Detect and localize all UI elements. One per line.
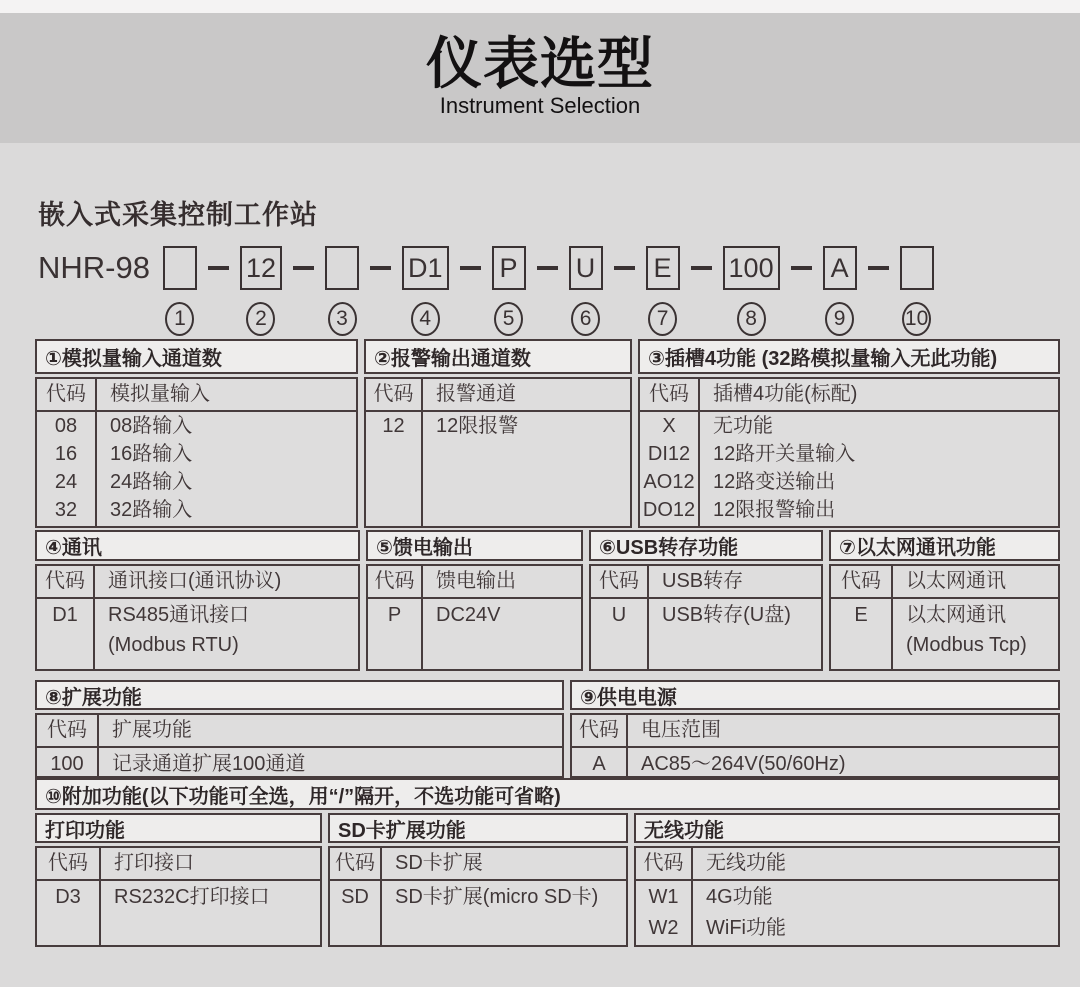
model-code-box: U	[569, 246, 603, 290]
table-body	[35, 564, 360, 671]
code-header-cell: 代码	[636, 848, 691, 881]
model-dash	[460, 266, 481, 270]
description-cell	[97, 496, 356, 524]
model-dash	[791, 266, 812, 270]
description-column	[95, 566, 358, 669]
code-cell: 100	[50, 753, 84, 775]
code-cell: 08	[54, 415, 78, 437]
model-segment	[325, 246, 359, 336]
description-column	[99, 715, 562, 776]
description-header-cell: 插槽4功能(标配)	[700, 379, 1058, 412]
code-header-cell: 代码	[572, 715, 626, 748]
code-cell: X	[662, 415, 676, 437]
table-title: 打印功能	[35, 813, 322, 843]
description-line: (Modbus Tcp)	[906, 634, 1027, 656]
model-segment	[723, 246, 780, 336]
model-segment	[240, 246, 282, 336]
description-header-cell: 报警通道	[423, 379, 630, 412]
description-line: AC85～264V(50/60Hz)	[641, 753, 846, 775]
description-header-cell: 通讯接口(通讯协议)	[95, 566, 358, 599]
description-cell	[693, 881, 1058, 912]
code-column	[831, 566, 893, 669]
table-body	[366, 564, 583, 671]
code-header-cell: 代码	[330, 848, 380, 881]
table-ethernet	[829, 530, 1060, 671]
table-expansion	[35, 680, 564, 778]
page-title: 仪表选型	[426, 32, 654, 95]
description-column	[700, 379, 1058, 526]
description-line: 记录通道扩展100通道	[112, 753, 306, 775]
table-title: ③插槽4功能 (32路模拟量输入无此功能)	[638, 339, 1060, 374]
description-cell	[101, 881, 320, 912]
page-subtitle: Instrument Selection	[439, 92, 641, 118]
description-column	[693, 848, 1058, 945]
table-communication	[35, 530, 360, 671]
description-cell	[628, 748, 1058, 779]
description-header-cell: 电压范围	[628, 715, 1058, 748]
model-position-number: 1	[165, 302, 194, 336]
description-column	[893, 566, 1058, 669]
description-line: RS232C打印接口	[114, 886, 270, 908]
table-body	[364, 377, 632, 528]
model-position-number: 10	[902, 302, 931, 336]
table-print-function	[35, 813, 322, 947]
model-code-box	[325, 246, 359, 290]
model-code-box	[900, 246, 934, 290]
code-cell: D1	[52, 604, 78, 626]
code-column	[640, 379, 700, 526]
description-line: 24路输入	[110, 471, 193, 493]
title-band	[0, 13, 1080, 143]
table-title: ⑦以太网通讯功能	[829, 530, 1060, 561]
table-body	[634, 846, 1060, 947]
model-position-number: 7	[648, 302, 677, 336]
code-cell: SD	[341, 886, 369, 908]
code-column	[330, 848, 382, 945]
description-cell	[423, 599, 581, 630]
table-title: SD卡扩展功能	[328, 813, 628, 843]
description-cell	[97, 440, 356, 468]
code-header-cell: 代码	[37, 715, 97, 748]
description-line: 无功能	[713, 415, 773, 437]
code-cell: E	[854, 604, 868, 626]
description-cell	[700, 412, 1058, 440]
description-line: DC24V	[436, 604, 501, 626]
description-line: (Modbus RTU)	[108, 634, 239, 656]
model-segment	[569, 246, 603, 336]
code-cell: DI12	[647, 443, 691, 465]
code-cell: AO12	[643, 471, 695, 493]
model-dash	[293, 266, 314, 270]
model-position-number: 2	[246, 302, 275, 336]
description-line: 12路开关量输入	[713, 443, 856, 465]
description-line: 12限报警	[436, 415, 519, 437]
description-column	[423, 379, 630, 526]
table-sdcard-function	[328, 813, 628, 947]
description-cell	[95, 599, 358, 660]
description-header-cell: SD卡扩展	[382, 848, 626, 881]
table-body	[35, 713, 564, 778]
table-slot4-function	[638, 339, 1060, 528]
description-line: 12限报警输出	[713, 499, 836, 521]
table-body	[638, 377, 1060, 528]
model-dash	[537, 266, 558, 270]
description-column	[382, 848, 626, 945]
code-header-cell: 代码	[37, 379, 95, 412]
code-cell: P	[387, 604, 402, 626]
description-column	[628, 715, 1058, 776]
code-header-cell: 代码	[368, 566, 421, 599]
code-header-cell: 代码	[37, 848, 99, 881]
description-cell	[893, 599, 1058, 660]
model-code-box: 100	[723, 246, 780, 290]
model-position-number: 3	[328, 302, 357, 336]
code-cell: 12	[382, 415, 405, 437]
description-column	[649, 566, 821, 669]
model-position-number: 5	[494, 302, 523, 336]
code-header-cell: 代码	[591, 566, 647, 599]
description-header-cell: 以太网通讯	[893, 566, 1058, 599]
model-code-box: E	[646, 246, 680, 290]
table-power-supply	[570, 680, 1060, 778]
model-segment	[823, 246, 857, 336]
description-line: USB转存(U盘)	[662, 604, 791, 626]
description-line: 08路输入	[110, 415, 193, 437]
table-body	[589, 564, 823, 671]
table-body	[35, 377, 358, 528]
description-line: 以太网通讯	[906, 604, 1006, 626]
description-column	[97, 379, 356, 526]
table-wireless-function	[634, 813, 1060, 947]
top-strip	[0, 0, 1080, 13]
description-cell	[649, 599, 821, 630]
code-cell: 32	[54, 499, 78, 521]
description-line: 4G功能	[706, 886, 773, 908]
code-header-cell: 代码	[640, 379, 698, 412]
code-cell: W2	[648, 917, 679, 939]
table-feed-output	[366, 530, 583, 671]
description-column	[423, 566, 581, 669]
description-cell	[700, 496, 1058, 524]
description-line: 12路变送输出	[713, 471, 836, 493]
description-line: SD卡扩展(micro SD卡)	[395, 886, 599, 908]
description-header-cell: 模拟量输入	[97, 379, 356, 412]
table-body	[35, 846, 322, 947]
table-title: ①模拟量输入通道数	[35, 339, 358, 374]
description-line: RS485通讯接口	[108, 604, 250, 626]
table-title: ④通讯	[35, 530, 360, 561]
model-code-box	[163, 246, 197, 290]
model-position-number: 9	[825, 302, 854, 336]
model-code-box: A	[823, 246, 857, 290]
model-prefix: NHR-98	[38, 250, 150, 285]
table-title: ⑧扩展功能	[35, 680, 564, 710]
model-code-box: P	[492, 246, 526, 290]
model-segment	[646, 246, 680, 336]
code-cell: U	[611, 604, 627, 626]
table-body	[570, 713, 1060, 778]
description-header-cell: USB转存	[649, 566, 821, 599]
code-cell: 24	[54, 471, 78, 493]
description-cell	[700, 440, 1058, 468]
description-cell	[700, 468, 1058, 496]
description-header-cell: 打印接口	[101, 848, 320, 881]
model-dash	[208, 266, 229, 270]
model-code-line	[38, 246, 934, 336]
table-title: ②报警输出通道数	[364, 339, 632, 374]
description-cell	[423, 412, 630, 440]
model-segment	[492, 246, 526, 336]
code-column	[636, 848, 693, 945]
model-segment	[402, 246, 449, 336]
model-position-number: 8	[737, 302, 766, 336]
table-additional-functions-title: ⑩附加功能(以下功能可全选，用“/”隔开，不选功能可省略)	[35, 778, 1060, 810]
description-line: 16路输入	[110, 443, 193, 465]
table-analog-input-channels	[35, 339, 358, 528]
code-cell: A	[592, 753, 606, 775]
code-cell: D3	[55, 886, 81, 908]
description-cell	[693, 912, 1058, 943]
code-header-cell: 代码	[831, 566, 891, 599]
table-title: ⑨供电电源	[570, 680, 1060, 710]
table-body	[829, 564, 1060, 671]
table-body	[328, 846, 628, 947]
code-column	[37, 379, 97, 526]
model-dash	[614, 266, 635, 270]
code-column	[572, 715, 628, 776]
code-header-cell: 代码	[366, 379, 421, 412]
code-column	[368, 566, 423, 669]
code-column	[37, 566, 95, 669]
model-position-number: 4	[411, 302, 440, 336]
code-cell: W1	[648, 886, 679, 908]
description-header-cell: 扩展功能	[99, 715, 562, 748]
code-column	[37, 848, 101, 945]
model-dash	[370, 266, 391, 270]
code-cell: DO12	[642, 499, 696, 521]
description-cell	[99, 748, 562, 779]
description-cell	[382, 881, 626, 912]
model-segment	[163, 246, 197, 336]
code-cell: 16	[54, 443, 78, 465]
description-header-cell: 馈电输出	[423, 566, 581, 599]
code-column	[591, 566, 649, 669]
model-code-box: D1	[402, 246, 449, 290]
model-dash	[691, 266, 712, 270]
model-position-number: 6	[571, 302, 600, 336]
description-cell	[97, 468, 356, 496]
model-segment	[900, 246, 934, 336]
code-header-cell: 代码	[37, 566, 93, 599]
model-code-box: 12	[240, 246, 282, 290]
table-title: 无线功能	[634, 813, 1060, 843]
table-title: ⑥USB转存功能	[589, 530, 823, 561]
description-column	[101, 848, 320, 945]
description-header-cell: 无线功能	[693, 848, 1058, 881]
description-line: 32路输入	[110, 499, 193, 521]
section-heading: 嵌入式采集控制工作站	[38, 200, 318, 230]
table-title: ⑤馈电输出	[366, 530, 583, 561]
table-usb-transfer	[589, 530, 823, 671]
table-alarm-output-channels	[364, 339, 632, 528]
model-dash	[868, 266, 889, 270]
description-line: WiFi功能	[706, 917, 786, 939]
code-column	[366, 379, 423, 526]
code-column	[37, 715, 99, 776]
description-cell	[97, 412, 356, 440]
